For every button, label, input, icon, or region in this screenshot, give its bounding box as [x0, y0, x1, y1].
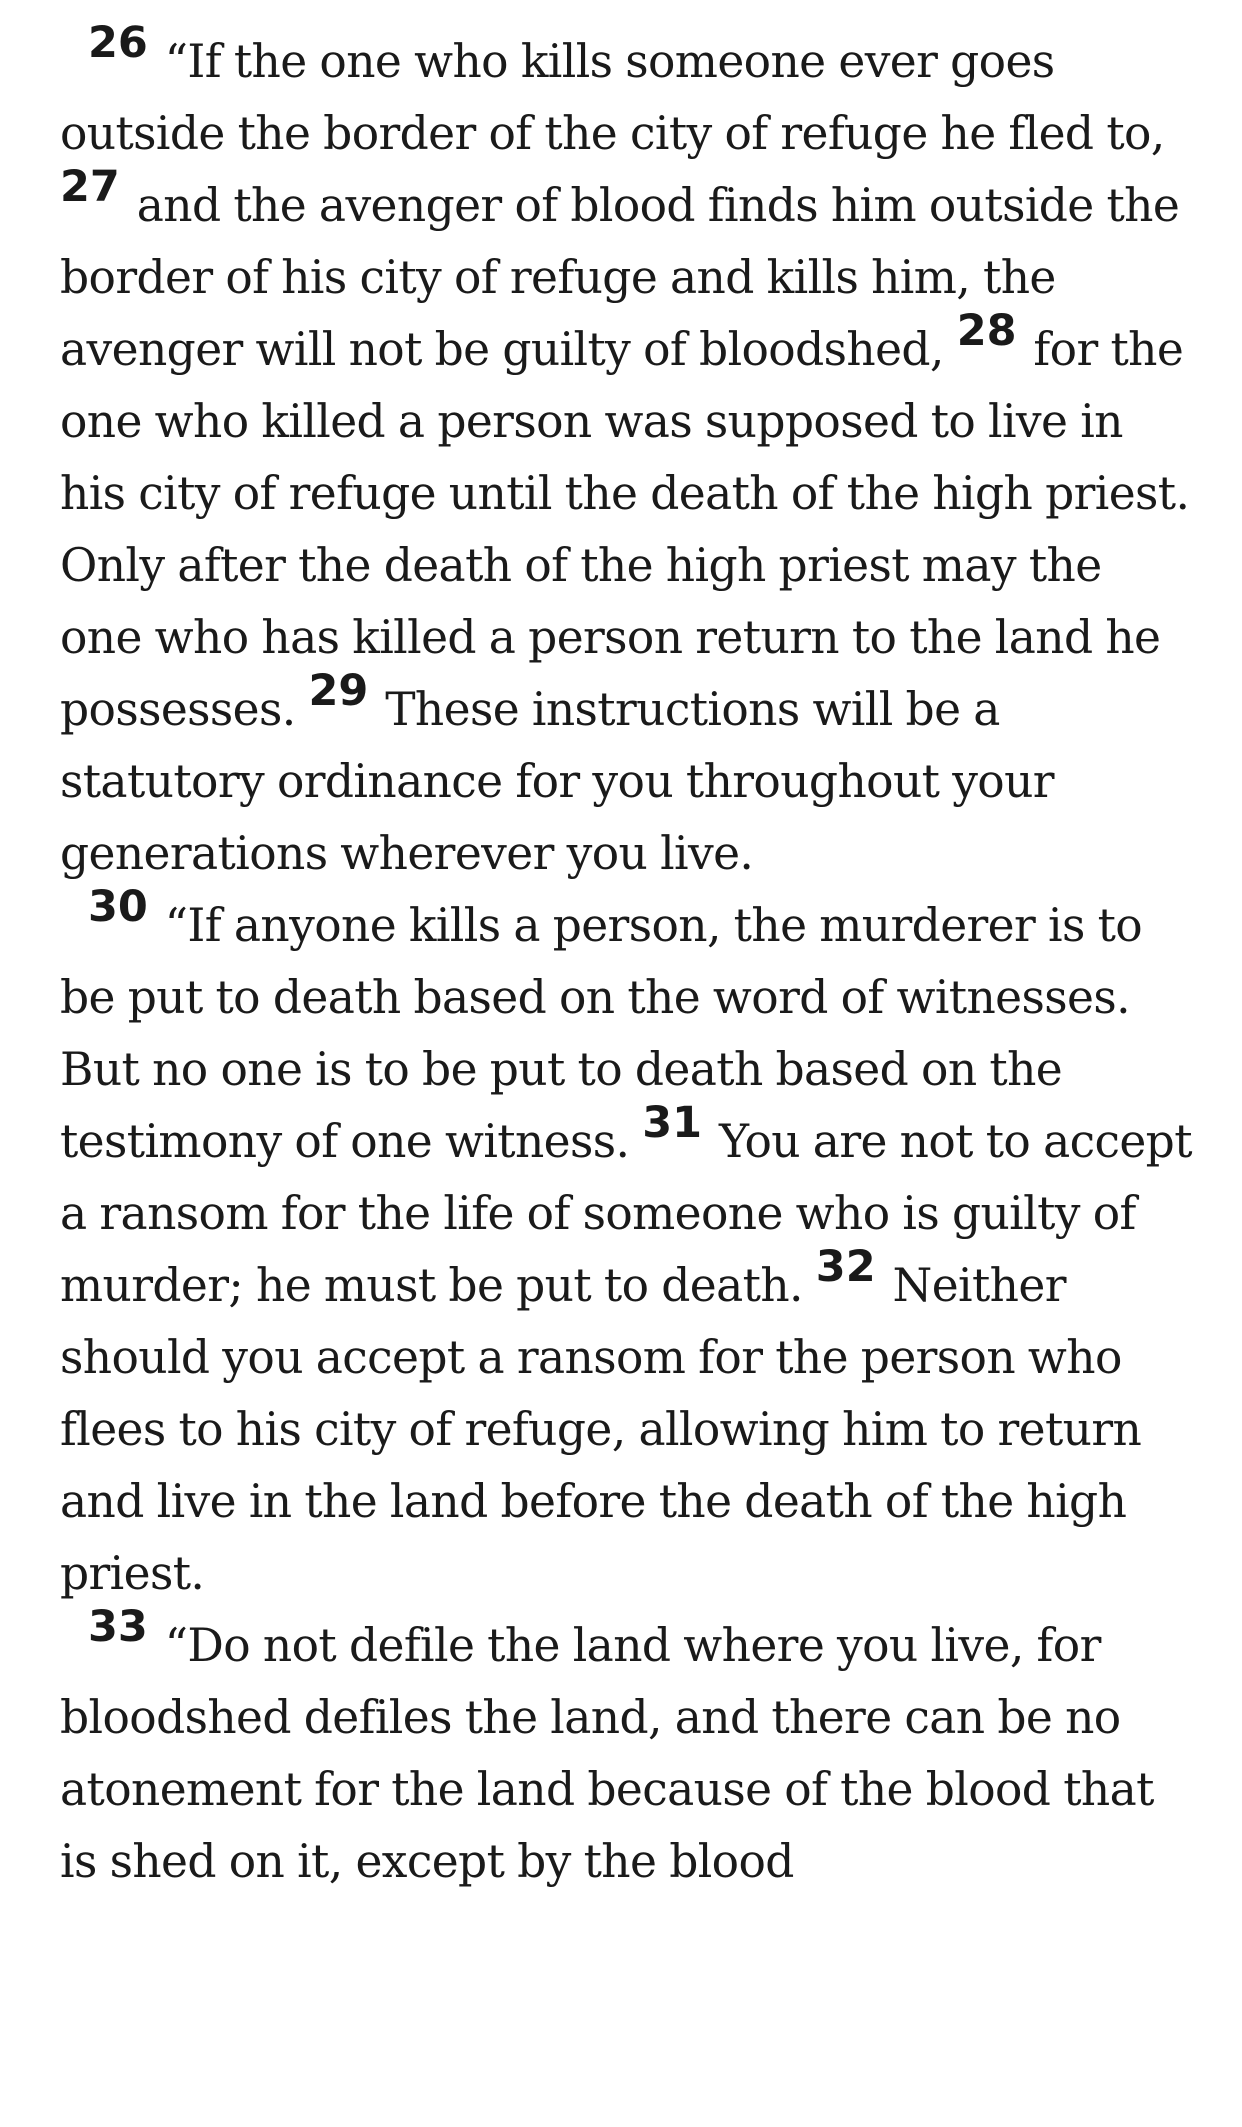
- verse-text[interactable]: These instructions will be a statutory ordinance for you throughout your generations wherever you live.: [60, 683, 1054, 880]
- verse-number[interactable]: 33: [88, 1602, 148, 1652]
- paragraph: [60, 882, 1194, 1610]
- verse-text[interactable]: “If the one who kills someone ever goes outside the border of the city of refuge he fled to,: [60, 35, 1165, 160]
- verse-number[interactable]: 30: [88, 882, 148, 932]
- scripture-reader: [60, 18, 1194, 1898]
- verse-number[interactable]: 26: [88, 18, 148, 68]
- verse-text[interactable]: You are not to accept a ransom for the life of someone who is guilty of murder; he must be put to death.: [60, 1115, 1192, 1312]
- verse-text[interactable]: Neither should you accept a ransom for the person who flees to his city of refuge, allowing him to return and live in the land before the death of the high priest.: [60, 1259, 1142, 1600]
- verse-text[interactable]: for the one who killed a person was supposed to live in his city of refuge until the death of the high priest. Only after the death of the high priest may the one who has killed a person return to the land he possesses.: [60, 323, 1190, 736]
- verse-text[interactable]: “Do not defile the land where you live, for bloodshed defiles the land, and there can be no atonement for the land because of the blood that is shed on it, except by the blood: [60, 1619, 1154, 1888]
- verse-number[interactable]: 31: [642, 1098, 703, 1148]
- paragraph: [60, 18, 1194, 890]
- verse-number[interactable]: 28: [956, 306, 1017, 356]
- paragraph: [60, 1602, 1194, 1898]
- verse-number[interactable]: 29: [308, 666, 369, 716]
- verse-text[interactable]: “If anyone kills a person, the murderer is to be put to death based on the word of witnesses. But no one is to be put to death based on the testimony of one witness.: [60, 899, 1143, 1168]
- verse-number[interactable]: 27: [60, 162, 120, 212]
- verse-number[interactable]: 32: [815, 1242, 876, 1292]
- verse-text[interactable]: and the avenger of blood finds him outside the border of his city of refuge and kills him, the avenger will not be guilty of bloodshed,: [60, 179, 1180, 376]
